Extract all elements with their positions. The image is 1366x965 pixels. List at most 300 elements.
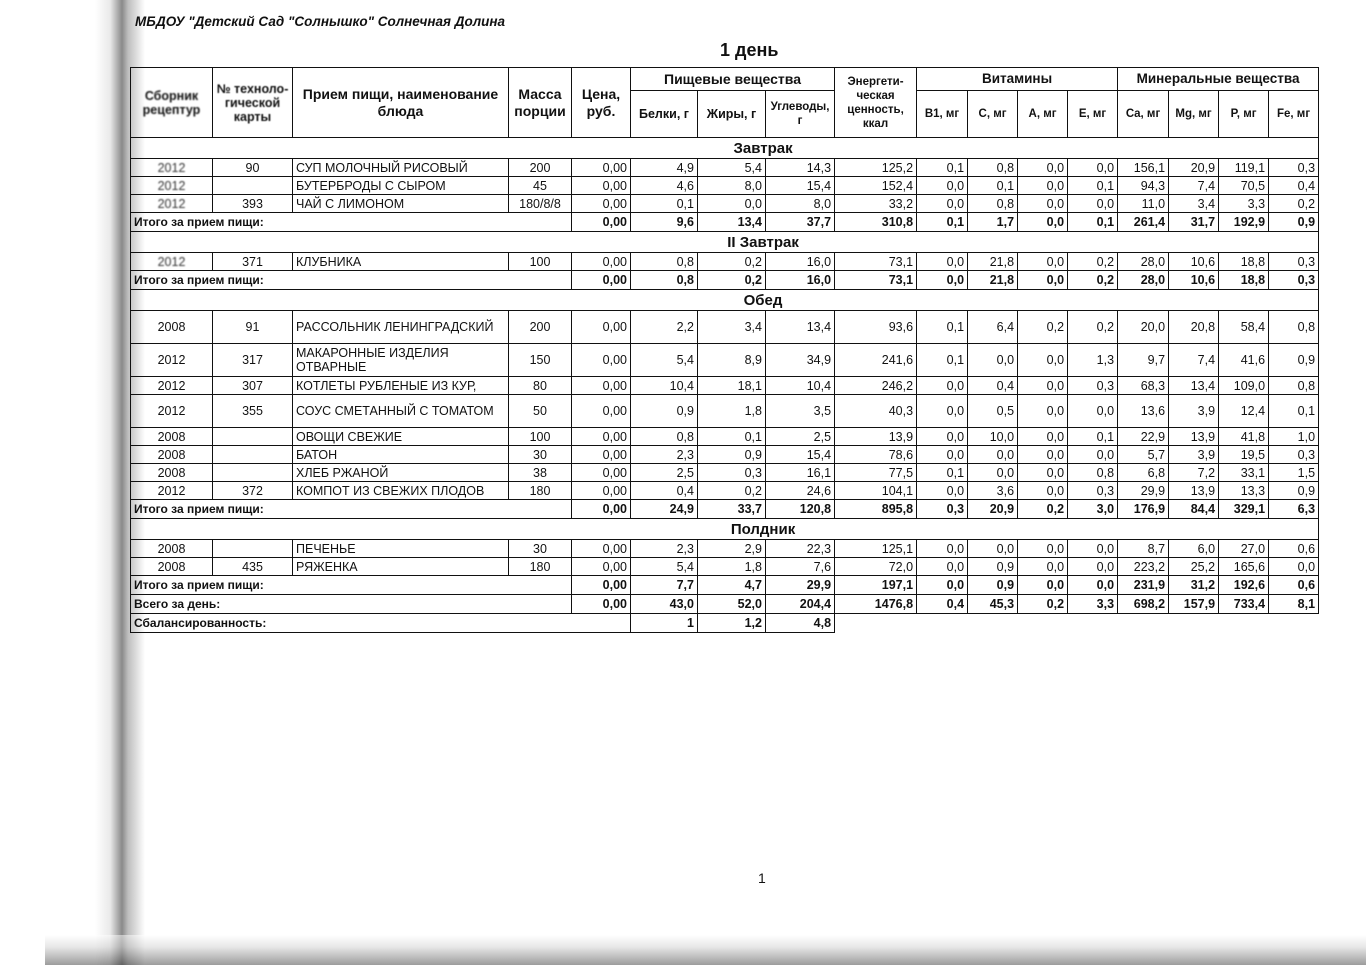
- cell-energy: 72,0: [835, 558, 917, 576]
- total-value: 45,3: [968, 595, 1018, 614]
- cell-protein: 2,2: [631, 311, 698, 344]
- cell-tech-card: 91: [213, 311, 293, 344]
- total-value: 0,0: [1068, 576, 1118, 595]
- cell-fe: 0,3: [1269, 159, 1319, 177]
- cell-p: 58,4: [1219, 311, 1269, 344]
- cell-e: 1,3: [1068, 344, 1118, 377]
- cell-dish-name: БАТОН: [293, 446, 509, 464]
- cell-price: 0,00: [572, 428, 631, 446]
- cell-ca: 94,3: [1118, 177, 1169, 195]
- cell-protein: 2,5: [631, 464, 698, 482]
- table-row: [131, 540, 1319, 558]
- total-value: 0,1: [917, 213, 968, 232]
- cell-fat: 0,0: [698, 195, 766, 213]
- cell-dish-name: СОУС СМЕТАННЫЙ С ТОМАТОМ: [293, 395, 509, 428]
- cell-protein: 0,8: [631, 428, 698, 446]
- total-value: 0,00: [572, 595, 631, 614]
- total-value: 0,0: [1018, 271, 1068, 290]
- cell-price: 0,00: [572, 540, 631, 558]
- total-value: 0,6: [1269, 576, 1319, 595]
- total-value: 0,9: [968, 576, 1018, 595]
- cell-e: 0,1: [1068, 177, 1118, 195]
- cell-protein: 0,4: [631, 482, 698, 500]
- cell-carbs: 10,4: [766, 377, 835, 395]
- cell-price: 0,00: [572, 464, 631, 482]
- total-value: 0,0: [917, 271, 968, 290]
- cell-energy: 241,6: [835, 344, 917, 377]
- header-minerals: Минеральные вещества: [1118, 68, 1319, 91]
- cell-mass: 30: [509, 446, 572, 464]
- cell-a: 0,0: [1018, 159, 1068, 177]
- cell-dish-name: РЯЖЕНКА: [293, 558, 509, 576]
- header-ca: Ca, мг: [1118, 91, 1169, 138]
- total-value: 33,7: [698, 500, 766, 519]
- cell-carbs: 34,9: [766, 344, 835, 377]
- cell-dish-name: БУТЕРБРОДЫ С СЫРОМ: [293, 177, 509, 195]
- cell-e: 0,0: [1068, 159, 1118, 177]
- cell-ca: 68,3: [1118, 377, 1169, 395]
- total-value: 28,0: [1118, 271, 1169, 290]
- cell-energy: 33,2: [835, 195, 917, 213]
- section-title: Обед: [131, 290, 1319, 311]
- cell-dish-name: РАССОЛЬНИК ЛЕНИНГРАДСКИЙ: [293, 311, 509, 344]
- cell-price: 0,00: [572, 395, 631, 428]
- balance-value: 1,2: [698, 614, 766, 633]
- cell-collection: 2012: [131, 195, 213, 213]
- cell-c: 10,0: [968, 428, 1018, 446]
- cell-collection: 2012: [131, 159, 213, 177]
- cell-protein: 10,4: [631, 377, 698, 395]
- cell-price: 0,00: [572, 195, 631, 213]
- cell-a: 0,0: [1018, 482, 1068, 500]
- section-title: Завтрак: [131, 138, 1319, 159]
- cell-p: 19,5: [1219, 446, 1269, 464]
- cell-protein: 0,9: [631, 395, 698, 428]
- total-value: 18,8: [1219, 271, 1269, 290]
- cell-e: 0,2: [1068, 311, 1118, 344]
- cell-a: 0,0: [1018, 195, 1068, 213]
- cell-c: 0,0: [968, 540, 1018, 558]
- cell-protein: 2,3: [631, 540, 698, 558]
- cell-a: 0,0: [1018, 446, 1068, 464]
- cell-tech-card: [213, 540, 293, 558]
- cell-mass: 200: [509, 159, 572, 177]
- total-value: 0,2: [1018, 595, 1068, 614]
- cell-fe: 0,3: [1269, 253, 1319, 271]
- menu-table: [130, 67, 1319, 633]
- cell-collection: 2012: [131, 482, 213, 500]
- cell-a: 0,0: [1018, 395, 1068, 428]
- cell-fe: 0,0: [1269, 558, 1319, 576]
- total-value: 0,00: [572, 213, 631, 232]
- total-value: 3,3: [1068, 595, 1118, 614]
- total-value: 0,2: [698, 271, 766, 290]
- cell-mass: 100: [509, 428, 572, 446]
- cell-e: 0,0: [1068, 395, 1118, 428]
- cell-ca: 9,7: [1118, 344, 1169, 377]
- cell-a: 0,0: [1018, 377, 1068, 395]
- total-value: 8,1: [1269, 595, 1319, 614]
- cell-energy: 246,2: [835, 377, 917, 395]
- cell-p: 41,6: [1219, 344, 1269, 377]
- table-row: [131, 159, 1319, 177]
- header-carbs: Углеводы, г: [766, 91, 835, 138]
- cell-tech-card: 393: [213, 195, 293, 213]
- cell-fat: 8,9: [698, 344, 766, 377]
- cell-protein: 5,4: [631, 344, 698, 377]
- cell-c: 0,9: [968, 558, 1018, 576]
- cell-tech-card: [213, 446, 293, 464]
- cell-fe: 0,1: [1269, 395, 1319, 428]
- cell-energy: 125,2: [835, 159, 917, 177]
- total-value: 231,9: [1118, 576, 1169, 595]
- header-p: P, мг: [1219, 91, 1269, 138]
- total-value: 0,2: [1018, 500, 1068, 519]
- cell-b1: 0,1: [917, 464, 968, 482]
- cell-tech-card: 307: [213, 377, 293, 395]
- total-label: Итого за прием пищи:: [131, 576, 572, 595]
- section-row: [131, 519, 1319, 540]
- cell-mg: 3,9: [1169, 395, 1219, 428]
- cell-e: 0,0: [1068, 195, 1118, 213]
- cell-price: 0,00: [572, 482, 631, 500]
- scan-edge: [45, 935, 1366, 965]
- table-row: [131, 311, 1319, 344]
- table-row: [131, 377, 1319, 395]
- cell-b1: 0,0: [917, 177, 968, 195]
- cell-mg: 20,9: [1169, 159, 1219, 177]
- total-value: 0,00: [572, 271, 631, 290]
- table-row: [131, 344, 1319, 377]
- cell-fat: 0,2: [698, 253, 766, 271]
- header-protein: Белки, г: [631, 91, 698, 138]
- section-title: Полдник: [131, 519, 1319, 540]
- header-b1: B1, мг: [917, 91, 968, 138]
- cell-tech-card: 355: [213, 395, 293, 428]
- cell-p: 41,8: [1219, 428, 1269, 446]
- header-dish: Прием пищи, наименование блюда: [293, 68, 509, 138]
- cell-carbs: 8,0: [766, 195, 835, 213]
- cell-fe: 1,0: [1269, 428, 1319, 446]
- cell-p: 165,6: [1219, 558, 1269, 576]
- cell-ca: 11,0: [1118, 195, 1169, 213]
- cell-price: 0,00: [572, 253, 631, 271]
- total-value: 0,9: [1269, 213, 1319, 232]
- cell-mg: 13,9: [1169, 428, 1219, 446]
- total-value: 698,2: [1118, 595, 1169, 614]
- cell-collection: 2012: [131, 253, 213, 271]
- header-c: C, мг: [968, 91, 1018, 138]
- header-collection: Сборник рецептур: [131, 68, 213, 138]
- cell-carbs: 16,1: [766, 464, 835, 482]
- cell-carbs: 15,4: [766, 177, 835, 195]
- cell-mg: 13,9: [1169, 482, 1219, 500]
- total-value: 73,1: [835, 271, 917, 290]
- cell-mg: 25,2: [1169, 558, 1219, 576]
- cell-tech-card: 317: [213, 344, 293, 377]
- cell-c: 0,0: [968, 446, 1018, 464]
- cell-price: 0,00: [572, 159, 631, 177]
- cell-collection: 2008: [131, 558, 213, 576]
- cell-mg: 7,2: [1169, 464, 1219, 482]
- cell-price: 0,00: [572, 446, 631, 464]
- total-value: 261,4: [1118, 213, 1169, 232]
- cell-tech-card: 371: [213, 253, 293, 271]
- cell-mg: 3,4: [1169, 195, 1219, 213]
- cell-tech-card: [213, 464, 293, 482]
- cell-ca: 29,9: [1118, 482, 1169, 500]
- cell-price: 0,00: [572, 344, 631, 377]
- cell-b1: 0,0: [917, 395, 968, 428]
- cell-mass: 150: [509, 344, 572, 377]
- cell-mass: 200: [509, 311, 572, 344]
- cell-ca: 13,6: [1118, 395, 1169, 428]
- cell-collection: 2012: [131, 395, 213, 428]
- cell-protein: 5,4: [631, 558, 698, 576]
- cell-fat: 0,2: [698, 482, 766, 500]
- header-mass: Масса порции: [509, 68, 572, 138]
- total-value: 9,6: [631, 213, 698, 232]
- total-value: 4,7: [698, 576, 766, 595]
- meal-total-row: [131, 576, 1319, 595]
- cell-mass: 80: [509, 377, 572, 395]
- cell-fat: 1,8: [698, 395, 766, 428]
- cell-price: 0,00: [572, 311, 631, 344]
- table-row: [131, 558, 1319, 576]
- day-title: 1 день: [720, 40, 779, 60]
- empty-space: [835, 614, 1319, 633]
- cell-dish-name: ПЕЧЕНЬЕ: [293, 540, 509, 558]
- total-value: 204,4: [766, 595, 835, 614]
- cell-b1: 0,0: [917, 558, 968, 576]
- total-value: 1,7: [968, 213, 1018, 232]
- cell-b1: 0,1: [917, 344, 968, 377]
- cell-tech-card: 435: [213, 558, 293, 576]
- meal-total-row: [131, 213, 1319, 232]
- cell-fe: 0,9: [1269, 344, 1319, 377]
- cell-collection: 2008: [131, 428, 213, 446]
- cell-a: 0,0: [1018, 464, 1068, 482]
- cell-collection: 2012: [131, 344, 213, 377]
- cell-fe: 0,6: [1269, 540, 1319, 558]
- header-vitamins: Витамины: [917, 68, 1118, 91]
- cell-ca: 223,2: [1118, 558, 1169, 576]
- total-value: 0,0: [1018, 576, 1068, 595]
- cell-energy: 78,6: [835, 446, 917, 464]
- cell-a: 0,0: [1018, 344, 1068, 377]
- cell-p: 70,5: [1219, 177, 1269, 195]
- cell-dish-name: КЛУБНИКА: [293, 253, 509, 271]
- balance-label: Сбалансированность:: [131, 614, 631, 633]
- cell-carbs: 7,6: [766, 558, 835, 576]
- total-value: 895,8: [835, 500, 917, 519]
- total-value: 192,9: [1219, 213, 1269, 232]
- total-value: 31,2: [1169, 576, 1219, 595]
- cell-carbs: 13,4: [766, 311, 835, 344]
- cell-fe: 0,4: [1269, 177, 1319, 195]
- header-e: E, мг: [1068, 91, 1118, 138]
- cell-e: 0,0: [1068, 540, 1118, 558]
- cell-p: 119,1: [1219, 159, 1269, 177]
- cell-fe: 0,8: [1269, 377, 1319, 395]
- total-value: 0,1: [1068, 213, 1118, 232]
- total-value: 120,8: [766, 500, 835, 519]
- cell-collection: 2012: [131, 177, 213, 195]
- header-tech-card: № техноло-гической карты: [213, 68, 293, 138]
- cell-c: 0,0: [968, 464, 1018, 482]
- cell-c: 0,0: [968, 344, 1018, 377]
- cell-dish-name: СУП МОЛОЧНЫЙ РИСОВЫЙ: [293, 159, 509, 177]
- cell-price: 0,00: [572, 177, 631, 195]
- total-value: 0,4: [917, 595, 968, 614]
- cell-ca: 6,8: [1118, 464, 1169, 482]
- cell-mass: 30: [509, 540, 572, 558]
- menu-table-body: [131, 138, 1319, 633]
- total-value: 84,4: [1169, 500, 1219, 519]
- organization-name: МБДОУ "Детский Сад "Солнышко" Солнечная Долина: [135, 14, 506, 29]
- cell-dish-name: ОВОЩИ СВЕЖИЕ: [293, 428, 509, 446]
- day-total-row: [131, 595, 1319, 614]
- cell-dish-name: ХЛЕБ РЖАНОЙ: [293, 464, 509, 482]
- cell-tech-card: [213, 428, 293, 446]
- total-label: Всего за день:: [131, 595, 572, 614]
- cell-fat: 1,8: [698, 558, 766, 576]
- cell-protein: 4,6: [631, 177, 698, 195]
- cell-mg: 7,4: [1169, 344, 1219, 377]
- total-value: 31,7: [1169, 213, 1219, 232]
- cell-mass: 45: [509, 177, 572, 195]
- table-row: [131, 395, 1319, 428]
- cell-fe: 0,9: [1269, 482, 1319, 500]
- cell-price: 0,00: [572, 558, 631, 576]
- cell-dish-name: ЧАЙ С ЛИМОНОМ: [293, 195, 509, 213]
- cell-protein: 0,8: [631, 253, 698, 271]
- total-value: 0,0: [1018, 213, 1068, 232]
- cell-price: 0,00: [572, 377, 631, 395]
- table-row: [131, 446, 1319, 464]
- cell-a: 0,0: [1018, 253, 1068, 271]
- cell-energy: 104,1: [835, 482, 917, 500]
- cell-e: 0,0: [1068, 446, 1118, 464]
- cell-fe: 0,8: [1269, 311, 1319, 344]
- cell-fat: 5,4: [698, 159, 766, 177]
- cell-mg: 13,4: [1169, 377, 1219, 395]
- cell-p: 3,3: [1219, 195, 1269, 213]
- cell-fat: 2,9: [698, 540, 766, 558]
- cell-c: 3,6: [968, 482, 1018, 500]
- total-value: 0,0: [917, 576, 968, 595]
- header-mg: Mg, мг: [1169, 91, 1219, 138]
- cell-mass: 180: [509, 558, 572, 576]
- cell-energy: 73,1: [835, 253, 917, 271]
- cell-e: 0,8: [1068, 464, 1118, 482]
- total-label: Итого за прием пищи:: [131, 500, 572, 519]
- cell-c: 0,8: [968, 159, 1018, 177]
- total-value: 24,9: [631, 500, 698, 519]
- section-row: [131, 232, 1319, 253]
- cell-c: 0,4: [968, 377, 1018, 395]
- cell-ca: 5,7: [1118, 446, 1169, 464]
- cell-e: 0,3: [1068, 482, 1118, 500]
- cell-mass: 38: [509, 464, 572, 482]
- cell-mg: 20,8: [1169, 311, 1219, 344]
- cell-p: 109,0: [1219, 377, 1269, 395]
- cell-energy: 77,5: [835, 464, 917, 482]
- total-value: 20,9: [968, 500, 1018, 519]
- cell-carbs: 2,5: [766, 428, 835, 446]
- cell-b1: 0,0: [917, 540, 968, 558]
- total-value: 52,0: [698, 595, 766, 614]
- total-value: 197,1: [835, 576, 917, 595]
- page-number: 1: [758, 870, 766, 886]
- cell-protein: 4,9: [631, 159, 698, 177]
- cell-b1: 0,0: [917, 428, 968, 446]
- cell-carbs: 16,0: [766, 253, 835, 271]
- table-row: [131, 195, 1319, 213]
- total-value: 176,9: [1118, 500, 1169, 519]
- cell-b1: 0,0: [917, 377, 968, 395]
- total-value: 0,8: [631, 271, 698, 290]
- scan-shadow: [0, 0, 150, 965]
- cell-fat: 8,0: [698, 177, 766, 195]
- cell-fe: 0,2: [1269, 195, 1319, 213]
- cell-collection: 2008: [131, 464, 213, 482]
- cell-fat: 0,1: [698, 428, 766, 446]
- cell-energy: 152,4: [835, 177, 917, 195]
- cell-mg: 7,4: [1169, 177, 1219, 195]
- cell-tech-card: [213, 177, 293, 195]
- cell-tech-card: 90: [213, 159, 293, 177]
- cell-b1: 0,1: [917, 311, 968, 344]
- cell-fat: 3,4: [698, 311, 766, 344]
- total-value: 37,7: [766, 213, 835, 232]
- total-label: Итого за прием пищи:: [131, 213, 572, 232]
- cell-ca: 156,1: [1118, 159, 1169, 177]
- cell-p: 18,8: [1219, 253, 1269, 271]
- cell-c: 0,5: [968, 395, 1018, 428]
- cell-a: 0,0: [1018, 540, 1068, 558]
- table-row: [131, 482, 1319, 500]
- cell-fe: 0,3: [1269, 446, 1319, 464]
- total-value: 29,9: [766, 576, 835, 595]
- total-value: 0,3: [1269, 271, 1319, 290]
- table-row: [131, 253, 1319, 271]
- cell-mg: 10,6: [1169, 253, 1219, 271]
- cell-fat: 18,1: [698, 377, 766, 395]
- cell-fat: 0,3: [698, 464, 766, 482]
- cell-e: 0,3: [1068, 377, 1118, 395]
- meal-total-row: [131, 500, 1319, 519]
- total-value: 13,4: [698, 213, 766, 232]
- cell-mg: 3,9: [1169, 446, 1219, 464]
- cell-dish-name: КОМПОТ ИЗ СВЕЖИХ ПЛОДОВ: [293, 482, 509, 500]
- cell-ca: 28,0: [1118, 253, 1169, 271]
- cell-tech-card: 372: [213, 482, 293, 500]
- cell-a: 0,0: [1018, 558, 1068, 576]
- cell-ca: 20,0: [1118, 311, 1169, 344]
- cell-b1: 0,0: [917, 482, 968, 500]
- cell-b1: 0,1: [917, 159, 968, 177]
- cell-fe: 1,5: [1269, 464, 1319, 482]
- cell-collection: 2008: [131, 540, 213, 558]
- cell-a: 0,0: [1018, 428, 1068, 446]
- total-value: 10,6: [1169, 271, 1219, 290]
- cell-ca: 22,9: [1118, 428, 1169, 446]
- cell-carbs: 14,3: [766, 159, 835, 177]
- cell-p: 13,3: [1219, 482, 1269, 500]
- cell-ca: 8,7: [1118, 540, 1169, 558]
- cell-collection: 2008: [131, 311, 213, 344]
